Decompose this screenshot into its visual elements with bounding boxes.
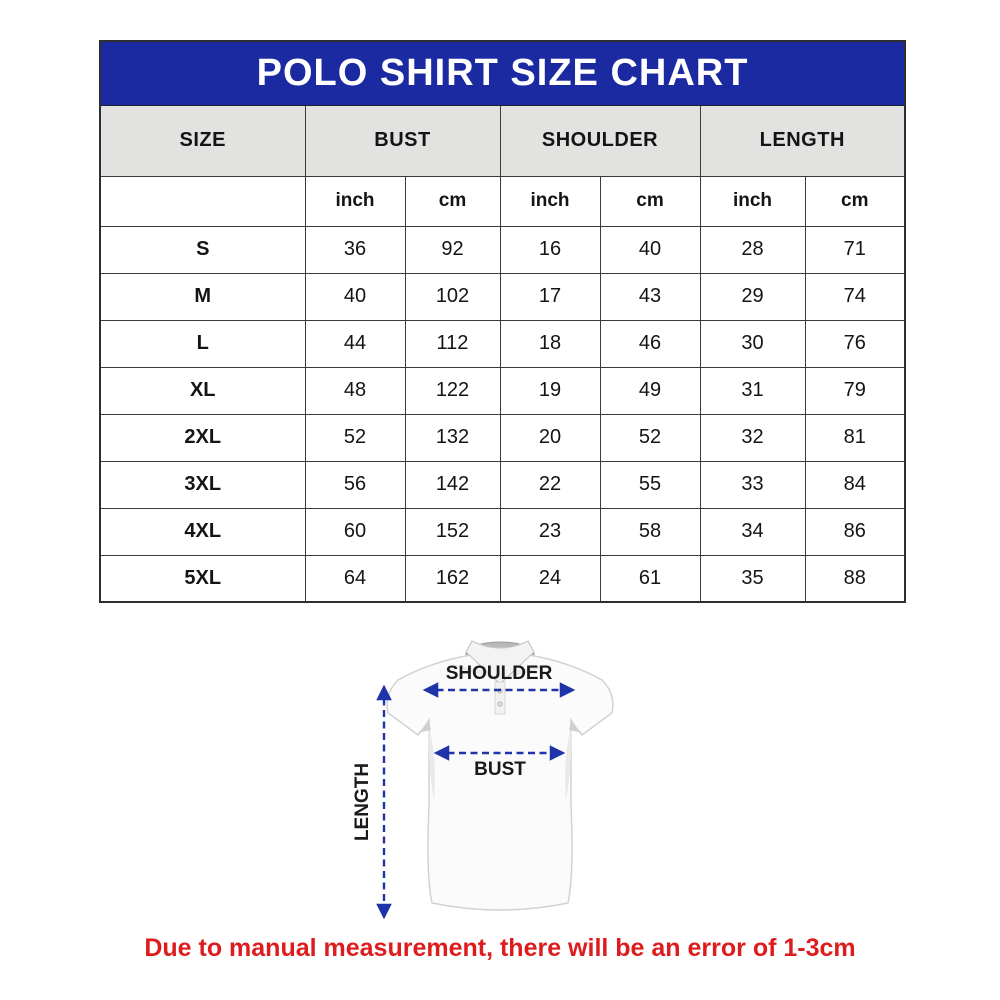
group-header-size: SIZE [100,105,305,176]
table-row [100,226,905,273]
size-cell: XL [100,367,305,414]
group-header-shoulder: SHOULDER [500,105,700,176]
shoulder-label: SHOULDER [445,663,553,684]
length-inch-cell: 35 [700,555,805,602]
button-icon [498,702,502,706]
size-cell: M [100,273,305,320]
bust-cm-cell: 142 [405,461,500,508]
size-cell: S [100,226,305,273]
length-cm-cell: 88 [805,555,905,602]
bust-cm-cell: 162 [405,555,500,602]
shoulder-cm-cell: 46 [600,320,700,367]
table-row [100,414,905,461]
length-cm-cell: 84 [805,461,905,508]
bust-cm-cell: 102 [405,273,500,320]
shoulder-cm-cell: 40 [600,226,700,273]
bust-cm-cell: 112 [405,320,500,367]
length-inch-cell: 31 [700,367,805,414]
length-cm-cell: 76 [805,320,905,367]
measurement-error-note: Due to manual measurement, there will be an error of 1-3cm [144,934,856,962]
size-cell: 5XL [100,555,305,602]
shoulder-inch-cell: 16 [500,226,600,273]
chart-title: POLO SHIRT SIZE CHART [100,41,905,105]
shoulder-cm-cell: 43 [600,273,700,320]
length-inch-cell: 33 [700,461,805,508]
bust-inch-cell: 40 [305,273,405,320]
polo-shirt-illustration [330,630,670,940]
length-cm-cell: 79 [805,367,905,414]
unit-header-bust-inch: inch [305,176,405,226]
bust-inch-cell: 56 [305,461,405,508]
table-row [100,461,905,508]
unit-header-length-inch: inch [700,176,805,226]
table-row [100,555,905,602]
shoulder-cm-cell: 52 [600,414,700,461]
length-cm-cell: 81 [805,414,905,461]
unit-header-empty [100,176,305,226]
unit-header-shoulder-cm: cm [600,176,700,226]
table-row [100,508,905,555]
shoulder-cm-cell: 49 [600,367,700,414]
title-row [100,41,905,105]
table-row [100,273,905,320]
unit-header-length-cm: cm [805,176,905,226]
length-cm-cell: 86 [805,508,905,555]
shoulder-inch-cell: 22 [500,461,600,508]
size-cell: 3XL [100,461,305,508]
size-cell: 2XL [100,414,305,461]
bust-cm-cell: 152 [405,508,500,555]
bust-cm-cell: 92 [405,226,500,273]
length-inch-cell: 29 [700,273,805,320]
group-header-length: LENGTH [700,105,905,176]
size-chart-table [99,40,906,603]
table-row [100,320,905,367]
length-cm-cell: 74 [805,273,905,320]
size-cell: 4XL [100,508,305,555]
bust-cm-cell: 132 [405,414,500,461]
bust-inch-cell: 44 [305,320,405,367]
group-header-bust: BUST [305,105,500,176]
shoulder-inch-cell: 17 [500,273,600,320]
shoulder-inch-cell: 20 [500,414,600,461]
length-inch-cell: 30 [700,320,805,367]
shoulder-inch-cell: 18 [500,320,600,367]
shoulder-cm-cell: 58 [600,508,700,555]
unit-header-bust-cm: cm [405,176,500,226]
shoulder-inch-cell: 19 [500,367,600,414]
shoulder-cm-cell: 55 [600,461,700,508]
bust-inch-cell: 52 [305,414,405,461]
length-inch-cell: 28 [700,226,805,273]
shoulder-inch-cell: 24 [500,555,600,602]
table-row [100,367,905,414]
bust-inch-cell: 64 [305,555,405,602]
bust-cm-cell: 122 [405,367,500,414]
group-header-row [100,105,905,176]
length-inch-cell: 32 [700,414,805,461]
bust-inch-cell: 36 [305,226,405,273]
bust-inch-cell: 60 [305,508,405,555]
length-label: LENGTH [352,762,373,842]
length-cm-cell: 71 [805,226,905,273]
bust-inch-cell: 48 [305,367,405,414]
shoulder-inch-cell: 23 [500,508,600,555]
measurement-diagram [330,630,670,940]
bust-label: BUST [474,759,526,780]
length-inch-cell: 34 [700,508,805,555]
unit-header-shoulder-inch: inch [500,176,600,226]
size-cell: L [100,320,305,367]
shoulder-cm-cell: 61 [600,555,700,602]
unit-header-row [100,176,905,226]
